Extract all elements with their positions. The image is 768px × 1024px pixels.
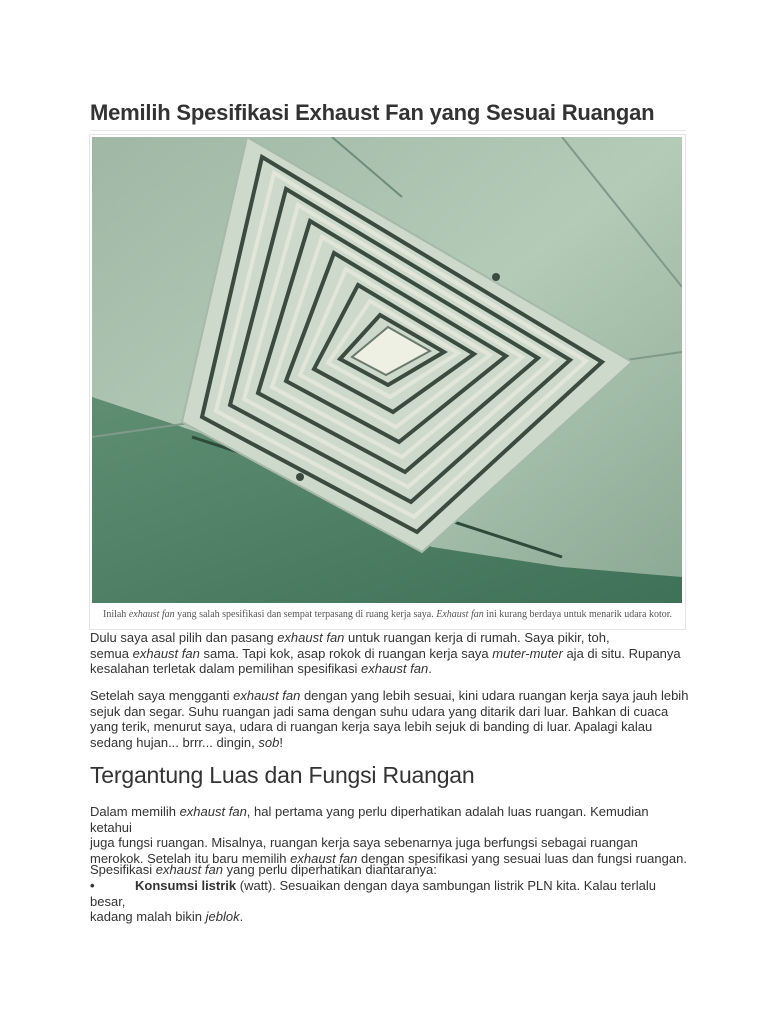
- section-heading: Tergantung Luas dan Fungsi Ruangan: [90, 762, 475, 788]
- paragraph-3: Dalam memilih exhaust fan, hal pertama yang perlu diperhatikan adalah luas ruangan. Kemudian ketahui juga fungsi ruangan. Misalnya, ruangan kerja saya sebenarnya juga berfungsi sebagai ruangan merokok. Setelah itu baru memilih exhaust fan dengan spesifikasi yang sesuai luas dan fungsi ruangan.: [90, 804, 687, 866]
- list-item: • Konsumsi listrik (watt). Sesuaikan dengan daya sambungan listrik PLN kita. Kalau terlalu besar, kadang malah bikin jeblok.: [90, 878, 656, 924]
- paragraph-2: Setelah saya mengganti exhaust fan dengan yang lebih sesuai, kini udara ruangan kerja saya jauh lebih sejuk dan segar. Suhu ruangan jadi sama dengan suhu udara yang ditarik dari luar. Bahkan di cuaca yang terik, menurut saya, udara di ruangan kerja saya lebih sejuk di banding di luar. Apalagi kalau sedang hujan... brrr... dingin, sob!: [90, 688, 689, 750]
- figure: [89, 134, 686, 630]
- paragraph-4: Spesifikasi exhaust fan yang perlu diperhatikan diantaranya:: [90, 862, 437, 877]
- bullet-icon: •: [90, 878, 95, 893]
- exhaust-fan-photo: [92, 137, 682, 603]
- figure-caption: Inilah exhaust fan yang salah spesifikasi dan sempat terpasang di ruang kerja saya. Exhaust fan ini kurang berdaya untuk menarik udara kotor.: [102, 609, 673, 620]
- paragraph-1: Dulu saya asal pilih dan pasang exhaust fan untuk ruangan kerja di rumah. Saya pikir, toh, semua exhaust fan sama. Tapi kok, asap rokok di ruangan kerja saya muter-muter aja di situ. Rupanya kesalahan terletak dalam pemilihan spesifikasi exhaust fan.: [90, 630, 681, 676]
- article-title: Memilih Spesifikasi Exhaust Fan yang Sesuai Ruangan: [90, 100, 686, 131]
